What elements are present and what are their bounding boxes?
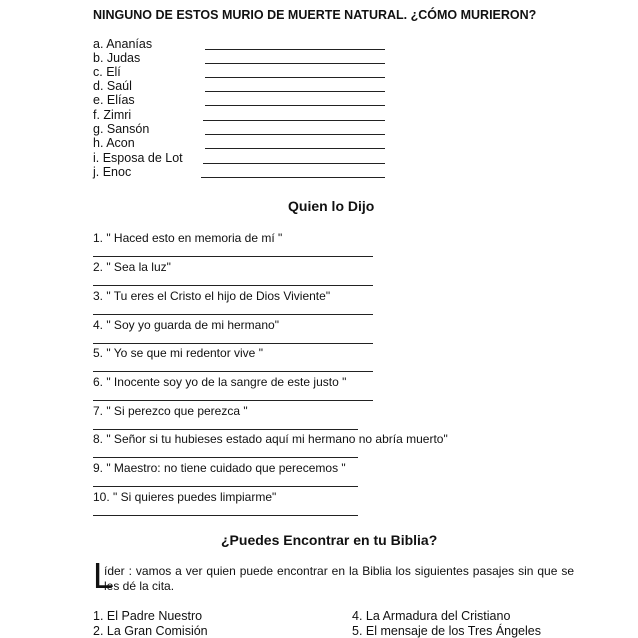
answer-line[interactable]: [203, 120, 385, 121]
section-title-quien-lo-dijo: Quien lo Dijo: [288, 198, 375, 214]
answer-line[interactable]: [205, 134, 385, 135]
name-item: a. Ananías: [93, 37, 153, 51]
quote-item: 1. " Haced esto en memoria de mí ": [93, 231, 283, 245]
answer-line[interactable]: [205, 63, 385, 64]
answer-line[interactable]: [205, 148, 385, 149]
section-title-muerte: NINGUNO DE ESTOS MURIO DE MUERTE NATURAL. ¿CÓMO MURIERON?: [93, 8, 537, 22]
name-item: g. Sansón: [93, 122, 150, 136]
passage-item: 5. El mensaje de los Tres Ángeles: [352, 624, 541, 638]
passage-item: 2. La Gran Comisión: [93, 624, 208, 638]
answer-line[interactable]: [93, 515, 358, 516]
quote-item: 4. " Soy yo guarda de mi hermano": [93, 318, 279, 332]
answer-line[interactable]: [93, 429, 358, 430]
answer-line[interactable]: [93, 285, 373, 286]
name-item: e. Elías: [93, 93, 135, 107]
answer-line[interactable]: [93, 486, 358, 487]
name-item: c. Elí: [93, 65, 121, 79]
answer-line[interactable]: [93, 343, 373, 344]
answer-line[interactable]: [201, 177, 385, 178]
name-item: i. Esposa de Lot: [93, 151, 183, 165]
quote-item: 8. " Señor si tu hubieses estado aquí mi hermano no abría muerto": [93, 432, 448, 446]
answer-line[interactable]: [93, 400, 373, 401]
name-item: d. Saúl: [93, 79, 132, 93]
drop-cap: L: [93, 555, 114, 596]
passage-item: 4. La Armadura del Cristiano: [352, 609, 511, 623]
name-item: h. Acon: [93, 136, 135, 150]
answer-line[interactable]: [93, 256, 373, 257]
section-title-biblia: ¿Puedes Encontrar en tu Biblia?: [221, 532, 438, 548]
passage-item: 1. El Padre Nuestro: [93, 609, 203, 623]
answer-line[interactable]: [93, 457, 358, 458]
name-item: j. Enoc: [93, 165, 132, 179]
answer-line[interactable]: [205, 105, 385, 106]
name-item: b. Judas: [93, 51, 141, 65]
quote-item: 2. " Sea la luz": [93, 260, 171, 274]
quote-item: 3. " Tu eres el Cristo el hijo de Dios Viviente": [93, 289, 331, 303]
quote-item: 9. " Maestro: no tiene cuidado que perecemos ": [93, 461, 346, 475]
quote-item: 10. " Si quieres puedes limpiarme": [93, 490, 277, 504]
answer-line[interactable]: [93, 314, 373, 315]
name-item: f. Zimri: [93, 108, 132, 122]
intro-paragraph: íder : vamos a ver quien puede encontrar en la Biblia los siguientes pasajes sin que se les dé la cita.: [104, 564, 574, 593]
answer-line[interactable]: [203, 163, 385, 164]
answer-line[interactable]: [205, 77, 385, 78]
answer-line[interactable]: [205, 49, 385, 50]
quote-item: 7. " Si perezco que perezca ": [93, 404, 248, 418]
quote-item: 5. " Yo se que mi redentor vive ": [93, 346, 263, 360]
quote-item: 6. " Inocente soy yo de la sangre de este justo ": [93, 375, 347, 389]
answer-line[interactable]: [205, 91, 385, 92]
answer-line[interactable]: [93, 371, 373, 372]
